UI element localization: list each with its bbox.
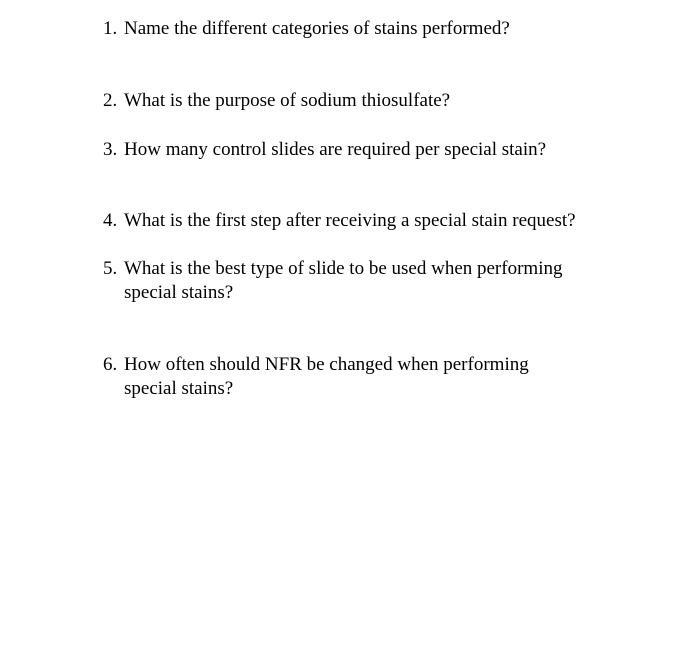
question-number: 3.	[103, 139, 118, 160]
question-number: 2.	[103, 90, 118, 111]
question-1	[103, 17, 663, 41]
question-number: 5.	[103, 258, 118, 279]
question-5	[103, 257, 663, 305]
question-text: How often should NFR be changed when performing special stains?	[124, 354, 529, 399]
question-text: Name the different categories of stains performed?	[124, 18, 510, 39]
question-3	[103, 138, 663, 162]
question-2	[103, 89, 663, 113]
question-number: 4.	[103, 210, 118, 231]
question-number: 1.	[103, 18, 118, 39]
question-6	[103, 353, 663, 401]
question-4	[103, 209, 663, 233]
question-text: What is the first step after receiving a special stain request?	[124, 210, 576, 231]
question-text: What is the purpose of sodium thiosulfate?	[124, 90, 451, 111]
question-text: How many control slides are required per special stain?	[124, 139, 547, 160]
question-number: 6.	[103, 354, 118, 375]
question-text: What is the best type of slide to be used when performing special stains?	[124, 258, 563, 303]
